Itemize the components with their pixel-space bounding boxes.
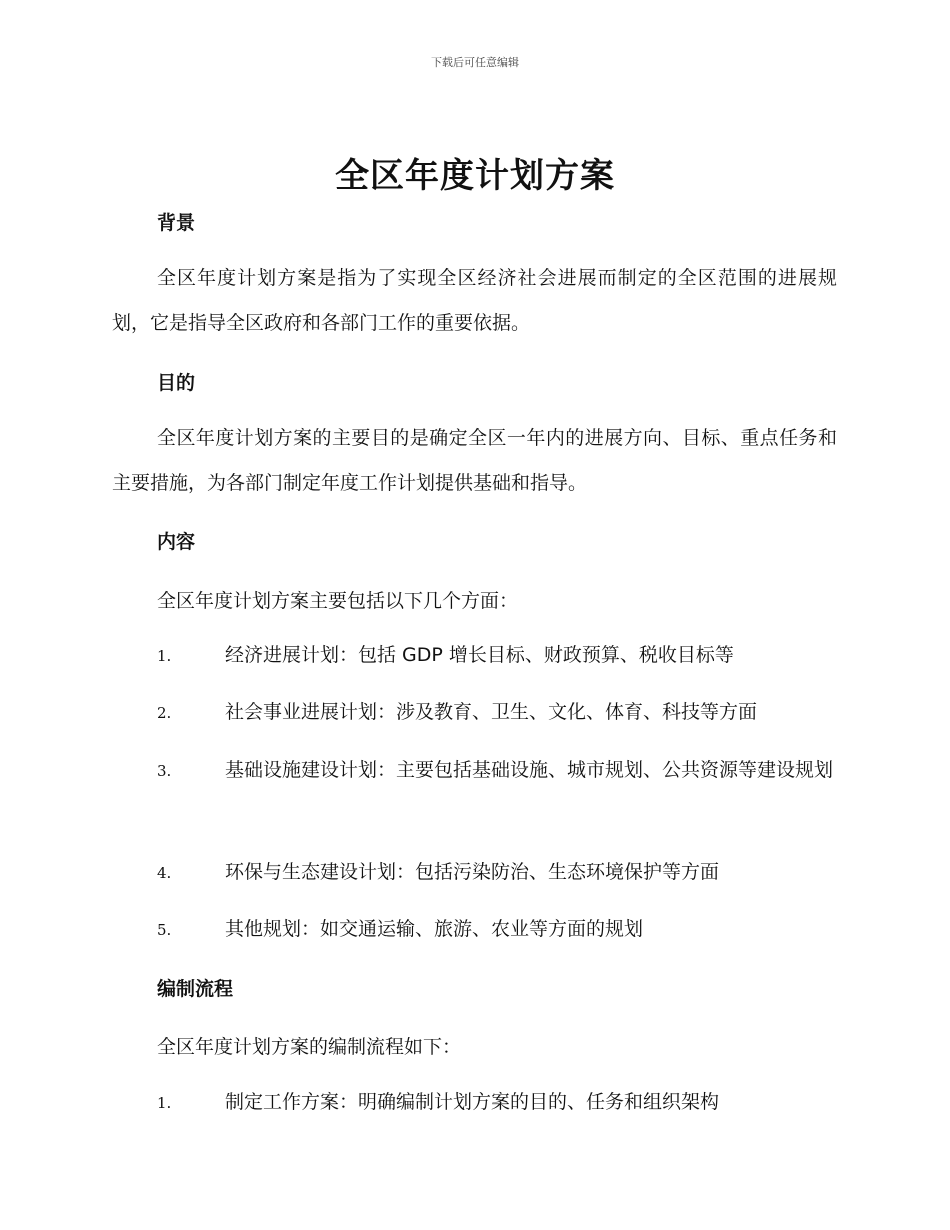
section-heading-content: 内容 <box>157 531 196 553</box>
list-item-text: 经济进展计划：包括 GDP 增长目标、财政预算、税收目标等 <box>225 644 734 666</box>
background-paragraph: 全区年度计划方案是指为了实现全区经济社会进展而制定的全区范围的进展规划，它是指导全区政府和各部门工作的重要依据。 <box>112 267 837 334</box>
list-item-text: 环保与生态建设计划：包括污染防治、生态环境保护等方面 <box>225 861 720 883</box>
purpose-paragraph: 全区年度计划方案的主要目的是确定全区一年内的进展方向、目标、重点任务和主要措施，为各部门制定年度工作计划提供基础和指导。 <box>112 427 837 494</box>
list-item-number: 3. <box>157 762 172 780</box>
content-intro: 全区年度计划方案主要包括以下几个方面： <box>157 590 519 612</box>
list-item-number: 4. <box>157 864 172 882</box>
section-heading-purpose: 目的 <box>157 372 196 394</box>
list-item-number: 5. <box>157 921 172 939</box>
page-header-note: 下载后可任意编辑 <box>431 56 519 69</box>
list-item <box>112 1080 837 1126</box>
list-item <box>112 633 837 679</box>
list-item <box>112 690 837 736</box>
list-item-number: 1. <box>157 1094 172 1112</box>
process-intro: 全区年度计划方案的编制流程如下： <box>157 1036 462 1058</box>
list-item-text: 其他规划：如交通运输、旅游、农业等方面的规划 <box>225 918 644 940</box>
list-item-text: 社会事业进展计划：涉及教育、卫生、文化、体育、科技等方面 <box>225 701 758 723</box>
list-item-number: 1. <box>157 647 172 665</box>
section-heading-background: 背景 <box>157 212 196 234</box>
list-item-text: 制定工作方案：明确编制计划方案的目的、任务和组织架构 <box>225 1091 720 1113</box>
list-item-text: 基础设施建设计划：主要包括基础设施、城市规划、公共资源等建设规划 <box>225 759 834 781</box>
list-item <box>112 907 837 953</box>
document-title: 全区年度计划方案 <box>335 156 615 196</box>
list-item-number: 2. <box>157 704 172 722</box>
list-item <box>112 850 837 896</box>
section-heading-process: 编制流程 <box>157 978 234 1000</box>
list-item <box>112 748 837 794</box>
